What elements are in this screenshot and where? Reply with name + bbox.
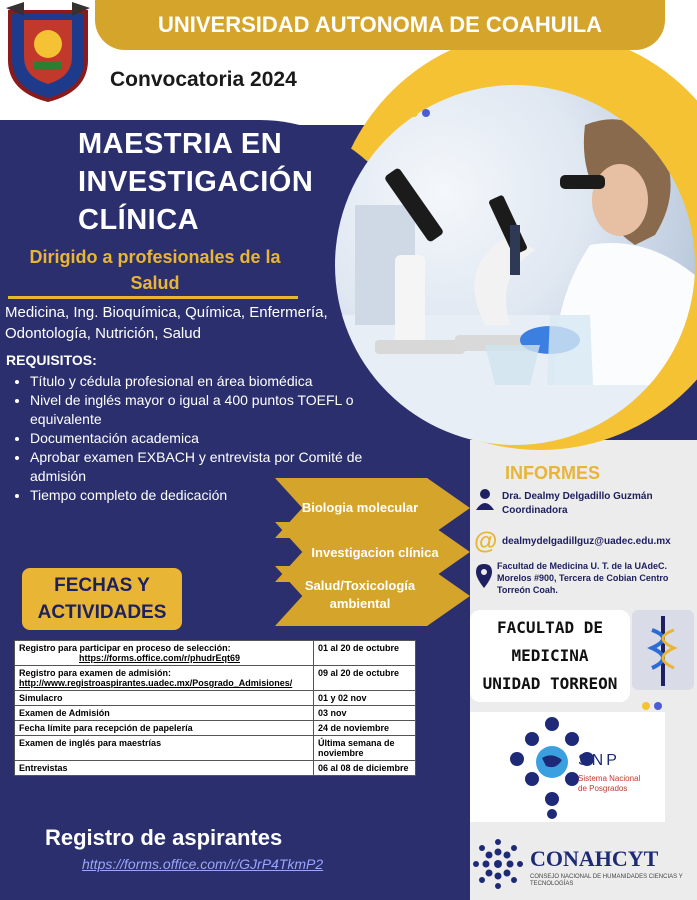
date-cell: Última semana de noviembre bbox=[314, 736, 416, 761]
activity-cell bbox=[15, 736, 314, 761]
faculty-line: MEDICINA bbox=[511, 646, 589, 665]
contact-email[interactable]: dealmydelgadillguz@uadec.edu.mx bbox=[502, 536, 671, 547]
table-row bbox=[15, 736, 416, 761]
date-cell: 03 nov bbox=[314, 706, 416, 721]
program-title bbox=[78, 125, 338, 239]
requirement-item: • Título y cédula profesional en área biomédica bbox=[30, 372, 410, 391]
conahcyt-name: CONAHCYT bbox=[530, 846, 659, 871]
activity-cell bbox=[15, 721, 314, 736]
registration-heading: Registro de aspirantes bbox=[45, 825, 283, 850]
activity-cell bbox=[15, 761, 314, 776]
table-row bbox=[15, 706, 416, 721]
activity-text: Registro para participar en proceso de selección: bbox=[19, 643, 231, 653]
activity-text: Entrevistas bbox=[19, 763, 68, 773]
requirement-item: • Tiempo completo de dedicación bbox=[30, 486, 410, 505]
faculty-line: UNIDAD TORREON bbox=[482, 674, 618, 693]
snp-name: Sistema Nacional de Posgrados bbox=[578, 774, 641, 793]
activity-cell bbox=[15, 706, 314, 721]
medicine-caduceus-logo bbox=[632, 610, 694, 690]
call-year: Convocatoria 2024 bbox=[110, 68, 297, 91]
careers-list: Medicina, Ing. Bioquímica, Química, Enfermería, Odontología, Nutrición, Salud bbox=[5, 304, 328, 342]
contact-address: Facultad de Medicina U. T. de la UAdeC. Morelos #900, Tercera de Cobian Centro Torreón Coah. bbox=[497, 561, 669, 595]
registration-link[interactable]: https://forms.office.com/r/GJrP4TkmP2 bbox=[82, 856, 324, 872]
snp-acronym: SNP bbox=[578, 752, 620, 769]
requirement-item: • Aprobar examen EXBACH y entrevista por Comité de admisión bbox=[30, 448, 410, 486]
activity-cell bbox=[15, 641, 314, 666]
audience-heading: Dirigido a profesionales de la Salud bbox=[29, 247, 281, 293]
research-line-label: Salud/Toxicología ambiental bbox=[304, 578, 416, 611]
program-title-line: MAESTRIA EN bbox=[78, 128, 283, 160]
date-cell: 01 al 20 de octubre bbox=[314, 641, 416, 666]
date-cell: 24 de noviembre bbox=[314, 721, 416, 736]
activity-link[interactable]: https://forms.office.com/r/phudrEqt69 bbox=[79, 653, 241, 663]
university-name: UNIVERSIDAD AUTONOMA DE COAHUILA bbox=[157, 12, 603, 37]
activity-text: Examen de Admisión bbox=[19, 708, 110, 718]
person-icon bbox=[476, 488, 494, 514]
conahcyt-full-name: CONSEJO NACIONAL DE HUMANIDADES CIENCIAS Y TECNOLOGÍAS bbox=[530, 874, 683, 887]
activity-cell bbox=[15, 666, 314, 691]
table-row bbox=[15, 721, 416, 736]
research-line-label: Investigacion clínica bbox=[311, 545, 439, 560]
table-row bbox=[15, 666, 416, 691]
faculty-label bbox=[470, 610, 630, 702]
coordinator-name: Dra. Dealmy Delgadillo Guzmán bbox=[502, 491, 653, 502]
date-cell: 09 al 20 de octubre bbox=[314, 666, 416, 691]
activity-text: Registro para examen de admisión: bbox=[19, 668, 172, 678]
requirement-item: • Documentación academica bbox=[30, 429, 410, 448]
conahcyt-dots-icon bbox=[472, 838, 524, 890]
requirement-item: • Nivel de inglés mayor o igual a 400 puntos TOEFL o equivalente bbox=[30, 391, 410, 429]
contact-heading: INFORMES bbox=[505, 463, 601, 483]
table-row bbox=[15, 761, 416, 776]
research-line-label: Biologia molecular bbox=[301, 500, 419, 515]
date-cell: 06 al 08 de diciembre bbox=[314, 761, 416, 776]
divider bbox=[8, 296, 298, 299]
dates-table bbox=[14, 640, 416, 776]
university-shield-logo bbox=[4, 2, 92, 102]
coordinator-role: Coordinadora bbox=[502, 505, 568, 516]
faculty-line: FACULTAD DE bbox=[497, 618, 603, 637]
requirements-heading: REQUISITOS: bbox=[6, 352, 97, 368]
activity-text: Fecha límite para recepción de papelería bbox=[19, 723, 193, 733]
dates-heading: FECHAS Y ACTIVIDADES bbox=[22, 568, 182, 630]
location-pin-icon bbox=[476, 564, 492, 592]
activity-link[interactable]: http://www.registroaspirantes.uadec.mx/Posgrado_Admisiones/ bbox=[19, 678, 293, 688]
activity-text: Examen de inglés para maestrías bbox=[19, 738, 162, 748]
date-cell: 01 y 02 nov bbox=[314, 691, 416, 706]
email-icon: @ bbox=[474, 528, 498, 555]
program-title-line: CLÍNICA bbox=[78, 204, 200, 236]
program-title-line: INVESTIGACIÓN bbox=[78, 166, 314, 198]
decorative-dots bbox=[410, 102, 434, 121]
snp-logo bbox=[470, 712, 665, 822]
activity-text: Simulacro bbox=[19, 693, 63, 703]
table-row bbox=[15, 691, 416, 706]
table-row bbox=[15, 641, 416, 666]
activity-cell bbox=[15, 691, 314, 706]
